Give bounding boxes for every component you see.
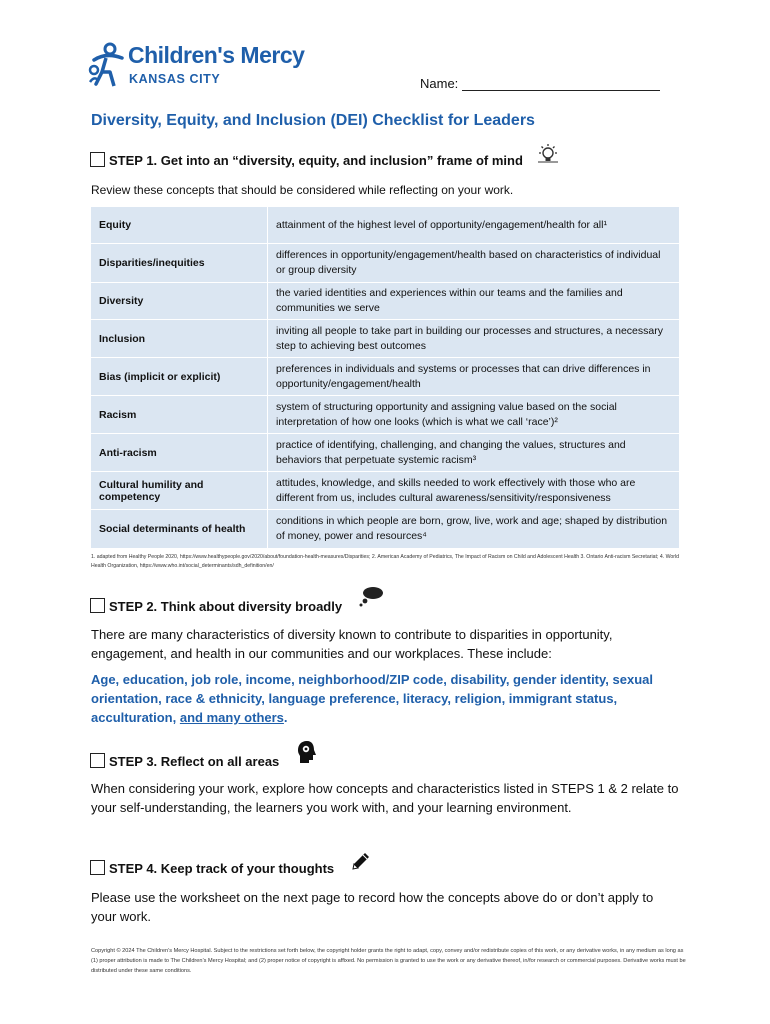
step1-checkbox[interactable] [90,152,105,167]
definition-cell: system of structuring opportunity and assigning value based on the social interpretation of how one looks (which is what we call ‘race’)² [268,396,680,434]
step2-body: There are many characteristics of diversity known to contribute to disparities in opportunity, engagement, and health in our communities and our workplaces. These include: [91,627,613,661]
step4-heading-text: STEP 4. Keep track of your thoughts [109,861,335,876]
name-label: Name: [420,76,459,91]
step2-heading-text: STEP 2. Think about diversity broadly [109,599,343,614]
step1-heading [90,152,523,168]
definition-cell: practice of identifying, challenging, and changing the values, structures and behaviors that perpetuate systemic racism³ [268,434,680,472]
table-row [91,207,680,244]
term-cell: Racism [91,396,268,434]
logo-title: Children's Mercy [128,42,305,68]
page-title: Diversity, Equity, and Inclusion (DEI) Checklist for Leaders [91,112,535,129]
table-row [91,320,680,358]
table-row [91,472,680,510]
step3-body: When considering your work, explore how concepts and characteristics listed in STEPS 1 & 2 relate to your self-understanding, the learners you work with, and your learning environment. [91,781,679,815]
table-row [91,510,680,549]
table-row [91,396,680,434]
copyright-notice: Copyright © 2024 The Children’s Mercy Hospital. Subject to the restrictions set forth below, the copyright holder grants the right to adapt, copy, convey and/or redistribute copies of this work, or any derivative works, in any medium as long as (1) proper attribution is made to The Children’s Mercy Hospital; and (2) proper notice of copyright is affixed. No permission is granted to use the work or any derivative thereof, in/for research or commercial purposes. Derivative works must be distributed under these same conditions. [91,948,686,974]
table-row [91,244,680,283]
step4-heading [90,860,334,876]
step4-body: Please use the worksheet on the next page to record how the concepts above do or don’t apply to your work. [91,890,654,924]
term-cell: Disparities/inequities [91,244,268,283]
table-row [91,283,680,320]
term-cell: Social determinants of health [91,510,268,549]
step3-checkbox[interactable] [90,753,105,768]
term-cell: Diversity [91,283,268,320]
definition-cell: inviting all people to take part in building our processes and structures, a necessary step to achieving best outcomes [268,320,680,358]
name-field[interactable] [420,76,660,91]
children-logo-icon [88,42,126,88]
many-others-link[interactable]: and many others [179,710,284,725]
name-blank[interactable] [462,77,660,91]
term-cell: Anti-racism [91,434,268,472]
term-cell: Cultural humility and competency [91,472,268,510]
step3-heading [90,753,279,769]
dei-concepts-table [90,206,680,549]
pencil-icon [350,850,372,872]
definition-cell: conditions in which people are born, grow, live, work and age; shaped by distribution of money, power and resources⁴ [268,510,680,549]
definition-cell: differences in opportunity/engagement/health based on characteristics of individual or group diversity [268,244,680,283]
head-gears-icon [296,740,318,764]
step4-checkbox[interactable] [90,860,105,875]
definition-cell: the varied identities and experiences within our teams and the families and communities we serve [268,283,680,320]
step1-intro: Review these concepts that should be considered while reflecting on your work. [91,183,514,197]
lightbulb-icon [536,142,560,166]
step3-heading-text: STEP 3. Reflect on all areas [109,754,280,769]
definition-cell: preferences in individuals and systems or processes that can drive differences in opportunity/engagement/health [268,358,680,396]
definition-cell: attitudes, knowledge, and skills needed to work effectively with those who are different from us, includes cultural awareness/sensitivity/responsiveness [268,472,680,510]
definition-cell: attainment of the highest level of opportunity/engagement/health for all¹ [268,207,680,244]
table-row [91,358,680,396]
table-footnote: 1. adapted from Healthy People 2020, https://www.healthypeople.gov/2020/about/foundation-health-measures/Disparities; 2. American Academy of Pediatrics, The Impact of Racism on Child and Adolescent Health 3. Ontario Anti-racism Secretariat; 4. World Health Organization, https://www.who.int/social_determinants/sdh_definition/en/ [91,554,680,569]
step2-list [91,670,681,727]
step2-checkbox[interactable] [90,598,105,613]
term-cell: Equity [91,207,268,244]
step2-heading [90,598,342,614]
logo-subtitle: KANSAS CITY [129,72,221,86]
diversity-characteristics: Age, education, job role, income, neighborhood/ZIP code, disability, gender identity, sexual orientation, race & ethnicity, language preference, literacy, religion, immigrant status, acculturation, [91,672,653,725]
thought-cloud-icon [358,584,384,608]
table-row [91,434,680,472]
term-cell: Inclusion [91,320,268,358]
list-end: . [283,710,288,725]
term-cell: Bias (implicit or explicit) [91,358,268,396]
step1-heading-text: STEP 1. Get into an “diversity, equity, and inclusion” frame of mind [109,153,523,168]
logo [88,42,305,92]
